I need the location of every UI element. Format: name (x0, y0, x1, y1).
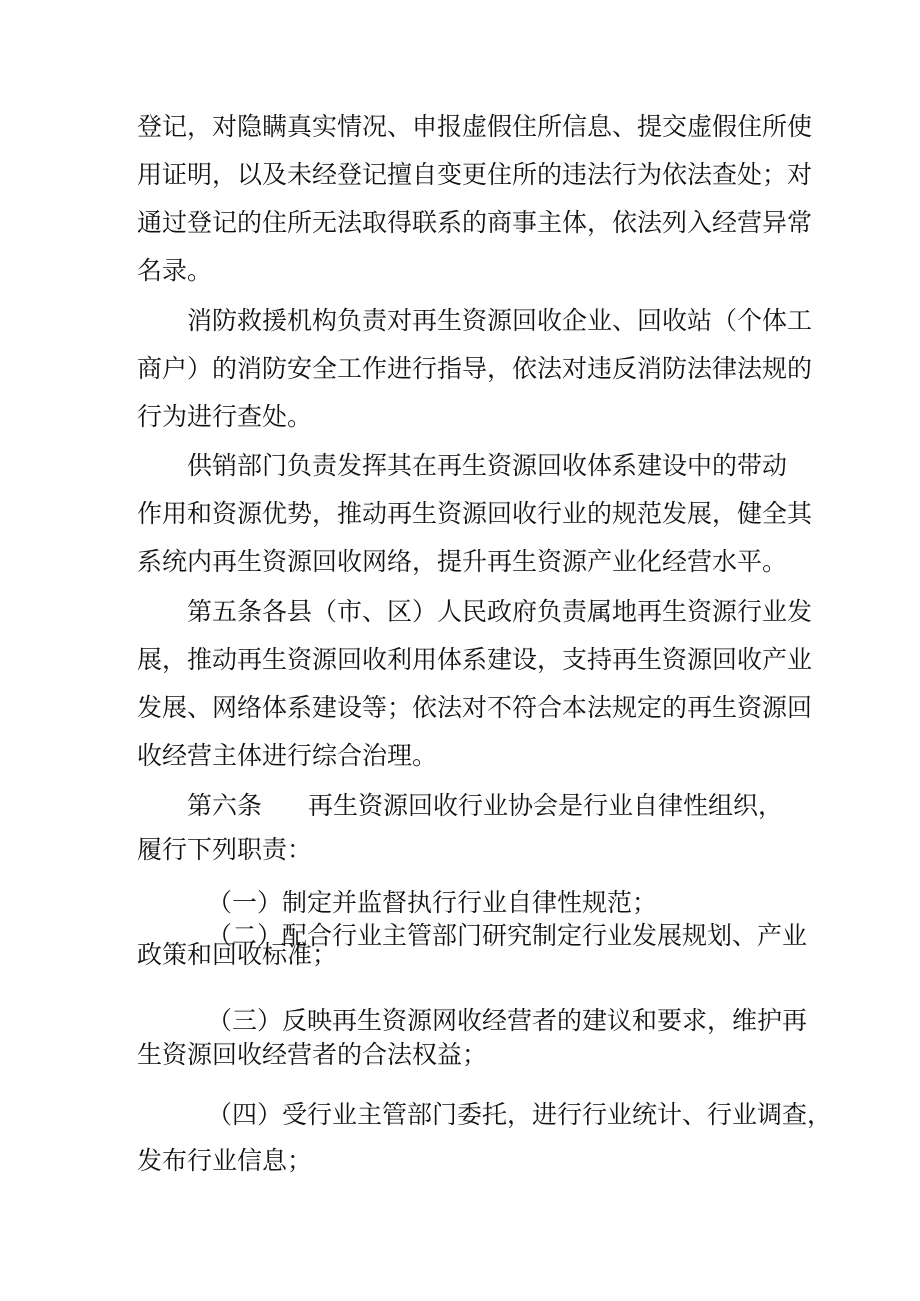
text-line: 行为进行查处。 (137, 402, 313, 431)
text-line: 发布行业信息； (137, 1146, 313, 1175)
text-line: 通过登记的住所无法取得联系的商事主体，依法列入经营异常 (137, 208, 813, 237)
list-item: （四）受行业主管部门委托，进行行业统计、行业调查， (207, 1100, 833, 1129)
article-heading: 第六条 (187, 791, 263, 820)
list-item: （二）配合行业主管部门研究制定行业发展规划、产业 (207, 921, 808, 950)
list-item: （一）制定并监督执行行业自律性规范； (207, 888, 658, 917)
text-line: 消防救援机构负责对再生资源回收企业、回收站（个体工 (187, 306, 813, 335)
list-item: （三）反映再生资源网收经营者的建议和要求，维护再 (207, 1006, 808, 1035)
text-line: 供销部门负责发挥其在再生资源回收体系建设中的带动 (187, 451, 788, 480)
text-line: 发展、网络体系建设等；依法对不符合本法规定的再生资源回 (137, 693, 813, 722)
text-line: 政策和回收标准； (137, 940, 338, 969)
text-line: 名录。 (137, 256, 213, 285)
text-line: 作用和资源优势，推动再生资源回收行业的规范发展，健全其 (137, 499, 813, 528)
text-line: 用证明，以及未经登记擅自变更住所的违法行为依法查处；对 (137, 160, 813, 189)
text-line: 系统内再生资源回收网络，提升再生资源产业化经营水平。 (137, 547, 788, 576)
text-line: 第五条各县（市、区）人民政府负责属地再生资源行业发 (187, 597, 813, 626)
text-line: 再生资源回收行业协会是行业自律性组织， (308, 791, 784, 820)
text-line: 收经营主体进行综合治理。 (137, 741, 438, 770)
text-line: 登记，对隐瞒真实情况、申报虚假住所信息、提交虚假住所使 (137, 112, 813, 141)
text-line: 展，推动再生资源回收利用体系建设，支持再生资源回收产业 (137, 645, 813, 674)
text-line: 商户）的消防安全工作进行指导，依法对违反消防法律法规的 (137, 354, 813, 383)
text-line: 生资源回收经营者的合法权益； (137, 1040, 488, 1069)
text-line: 履行下列职责： (137, 835, 313, 864)
